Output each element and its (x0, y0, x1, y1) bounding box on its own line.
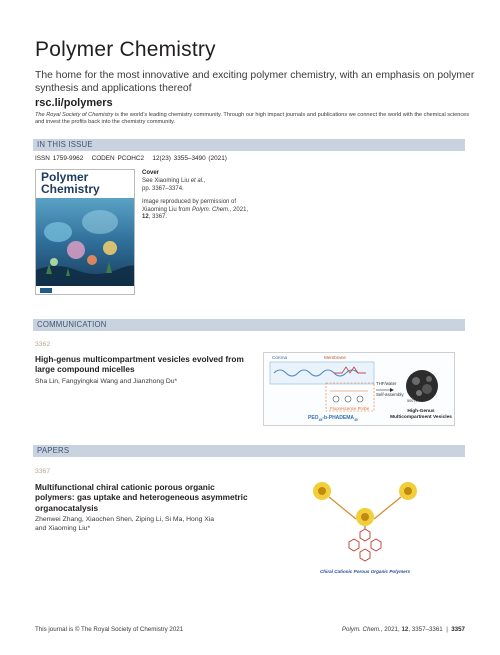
porous-polymer-schematic (306, 477, 424, 569)
caption-see: See Xiaoming Liu (142, 178, 191, 185)
caption-comma: , (203, 178, 206, 185)
footer-separator: | (442, 626, 452, 633)
coden: CODEN PCOHC2 (91, 155, 145, 162)
footer-pages: , 3357–3361 (408, 626, 443, 633)
label-scale: 500 nm (407, 399, 420, 403)
cover-logo-line-2: Chemistry (41, 181, 100, 196)
caption-body-2: , 2021, (229, 206, 249, 213)
papers-bar: PAPERS (33, 445, 465, 457)
label-result-2: Multicompartment Vesicles (390, 415, 452, 420)
footer-page-number: 3357 (451, 626, 465, 633)
footer-journal: Polym. Chem. (341, 626, 381, 633)
cover-logo-line-1: Polymer (41, 170, 89, 184)
communication-authors: Sha Lin, Fangyingkai Wang and Jianzhong Du* (35, 378, 178, 385)
paper-page-number: 3367 (35, 468, 51, 475)
label-phadema-sub: 40 (354, 418, 358, 422)
label-result-1: High-Genus (407, 409, 435, 414)
label-phadema: -b-PHADEMA (322, 415, 355, 421)
journal-url-link[interactable]: rsc.li/polymers (35, 97, 113, 109)
cover-caption-title: Cover (142, 170, 160, 176)
caption-body-3: , 3367. (148, 214, 168, 221)
paper-authors: Zhenwei Zhang, Xiaochen Shen, Ziping Li, Si Ma, Hong Xia and Xiaoming Liu* (35, 516, 215, 533)
label-peo: PEO (308, 415, 319, 421)
cover-caption-body (142, 199, 252, 222)
caption-et-al: et al. (190, 178, 204, 185)
journal-tagline: The home for the most innovative and exciting polymer chemistry, with an emphasis on polymer synthesis and applications thereof (35, 70, 475, 94)
issue-info-line (35, 155, 227, 162)
footer-citation (342, 626, 465, 633)
cover-image[interactable] (35, 169, 135, 295)
paper-title-link[interactable]: Multifunctional chiral cationic porous organic polymers: gas uptake and heterogeneous asymmetric organocatalysis (35, 482, 248, 513)
communication-page-number: 3362 (35, 341, 51, 348)
cover-caption (142, 170, 252, 222)
caption-body-1: Image reproduced by permission of Xiaoming Liu from (142, 199, 237, 213)
rsc-name: The Royal Society of Chemistry (35, 112, 114, 118)
label-result (386, 409, 456, 421)
caption-body-journal: Polym. Chem. (192, 206, 230, 213)
communication-toc-graphic (263, 352, 455, 426)
footer-copyright: This journal is © The Royal Society of Chemistry 2021 (35, 626, 184, 633)
caption-body-volume: 12 (142, 214, 149, 221)
volume-pages: 12(23) 3355–3490 (2021) (152, 155, 227, 162)
paper-toc-graphic (306, 477, 424, 577)
communication-bar: COMMUNICATION (33, 319, 465, 331)
cover-logo (41, 172, 100, 195)
issn: ISSN 1759-9962 (35, 155, 84, 162)
label-thf: THF/water (376, 381, 397, 386)
label-corona: Corona (272, 355, 288, 360)
in-this-issue-bar: IN THIS ISSUE (33, 139, 465, 151)
paper-graphic-caption: Chiral Cationic Porous Organic Polymers (319, 569, 411, 574)
footer-year: , 2021, (380, 626, 402, 633)
label-membrane: Membrane (324, 355, 346, 360)
rsc-blurb-text: is the world’s leading chemistry community. Through our high impact journals and publications we connect the world with the chemical sciences and invest the profits back into the chemistry community. (35, 112, 470, 126)
communication-title-link[interactable]: High-genus multicompartment vesicles evolved from large compound micelles (35, 354, 244, 375)
footer-volume: 12 (401, 626, 409, 633)
label-peo-sub: 45 (318, 418, 323, 422)
journal-title: Polymer Chemistry (35, 38, 216, 61)
label-copolymer (308, 415, 358, 422)
rsc-blurb (35, 112, 475, 126)
cover-caption-line-2: pp. 3367–3374. (142, 185, 184, 192)
label-probe: Fluorescence Probe (330, 406, 370, 411)
label-self-assembly: Self-assembly (376, 392, 404, 397)
cover-caption-line-1 (142, 178, 252, 186)
